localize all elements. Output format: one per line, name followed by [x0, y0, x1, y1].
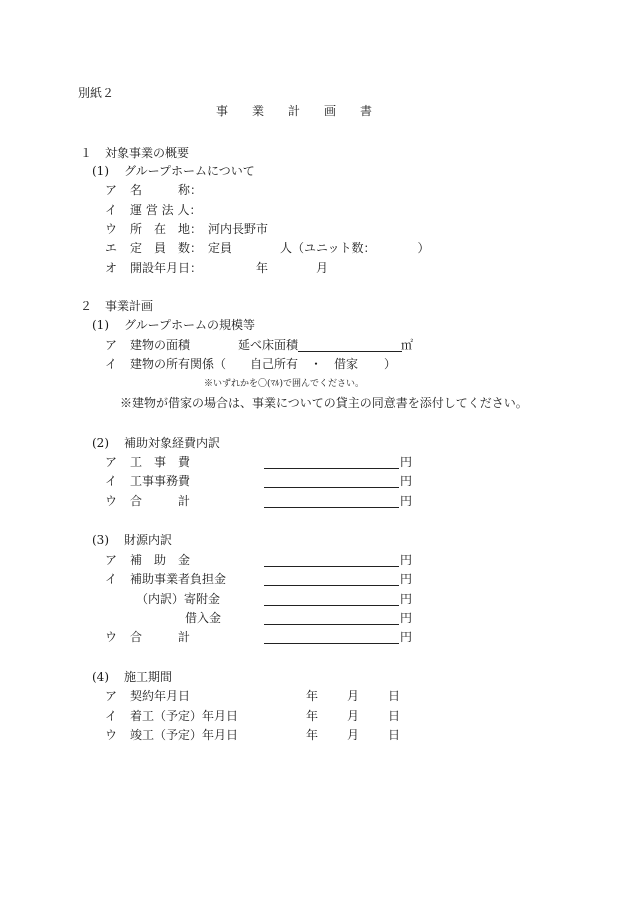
funding-unit: 円: [400, 553, 413, 567]
month-label: 月: [347, 709, 360, 723]
row-label: 定 員 数：: [130, 241, 203, 255]
funding-row-label: 補助事業者負担金: [130, 572, 227, 586]
area-field-label: 延べ床面積: [238, 338, 299, 352]
row-mark: ウ: [105, 222, 118, 236]
funding-amount-line[interactable]: [264, 585, 399, 586]
funding-unit: 円: [400, 572, 413, 586]
section1-sub-title: グループホームについて: [124, 164, 255, 178]
circle-note: ※いずれかを〇(ﾏﾙ)で囲んでください。: [204, 379, 365, 389]
period-row-mark: イ: [105, 709, 118, 723]
cost-row-label: 工事事務費: [130, 474, 191, 488]
funding-sub-number: (3): [92, 533, 109, 547]
area-input-line[interactable]: [298, 351, 402, 352]
ownership-close: ）: [384, 357, 397, 371]
row-label: 所 在 地：: [130, 222, 203, 236]
funding-row-label: 補 助 金: [130, 553, 191, 567]
scale-sub-title: グループホームの規模等: [124, 318, 256, 332]
funding-row-label: 合 計: [130, 630, 191, 644]
period-row-label: 着工（予定）年月日: [130, 709, 239, 723]
funding-row-label: 借入金: [185, 611, 222, 625]
funding-amount-line[interactable]: [264, 605, 399, 606]
section2-number: ２: [80, 299, 93, 313]
area-unit: ㎡: [401, 338, 414, 352]
funding-amount-line[interactable]: [264, 566, 399, 567]
day-label: 日: [388, 709, 401, 723]
funding-unit: 円: [400, 611, 413, 625]
cost-unit: 円: [400, 474, 413, 488]
cost-amount-line[interactable]: [264, 507, 399, 508]
costs-sub-number: (2): [92, 436, 109, 450]
row-mark: ア: [105, 183, 118, 197]
period-sub-number: (4): [92, 670, 109, 684]
funding-unit: 円: [400, 630, 413, 644]
year-label: 年: [306, 709, 319, 723]
cost-row-mark: ウ: [105, 494, 118, 508]
cost-row-label: 合 計: [130, 494, 191, 508]
row-value: 定員 人（ユニット数： ）: [208, 241, 430, 255]
period-sub-title: 施工期間: [124, 670, 173, 684]
month-label: 月: [347, 689, 360, 703]
funding-unit: 円: [400, 592, 413, 606]
cost-row-mark: ア: [105, 455, 118, 469]
funding-amount-line[interactable]: [264, 624, 399, 625]
ownership-mark: イ: [105, 357, 118, 371]
scale-sub-number: (1): [92, 318, 109, 332]
section1-heading: 対象事業の概要: [105, 146, 190, 160]
day-label: 日: [388, 689, 401, 703]
funding-sub-title: 財源内訳: [124, 533, 173, 547]
costs-sub-title: 補助対象経費内訳: [124, 436, 221, 450]
annex-label: 別紙２: [78, 86, 115, 100]
cost-unit: 円: [400, 494, 413, 508]
cost-row-mark: イ: [105, 474, 118, 488]
funding-row-mark: ウ: [105, 630, 118, 644]
period-row-mark: ア: [105, 689, 118, 703]
lease-note: ※建物が借家の場合は、事業についての貸主の同意書を添付してください。: [120, 396, 528, 410]
funding-row-mark: ア: [105, 553, 118, 567]
funding-row-label: （内訳）寄附金: [136, 592, 221, 606]
month-label: 月: [347, 728, 360, 742]
period-row-label: 竣工（予定）年月日: [130, 728, 239, 742]
cost-unit: 円: [400, 455, 413, 469]
day-label: 日: [388, 728, 401, 742]
row-value: 河内長野市: [208, 222, 269, 236]
area-label: 建物の面積: [130, 338, 191, 352]
year-label: 年: [306, 689, 319, 703]
page-title: 事 業 計 画 書: [216, 104, 373, 118]
period-row-mark: ウ: [105, 728, 118, 742]
year-label: 年: [306, 728, 319, 742]
row-mark: オ: [105, 261, 118, 275]
period-row-label: 契約年月日: [130, 689, 191, 703]
row-label: 運 営 法 人：: [130, 203, 202, 217]
cost-row-label: 工 事 費: [130, 455, 191, 469]
ownership-options[interactable]: 自己所有 ・ 借家: [250, 357, 359, 371]
section1-number: １: [80, 146, 93, 160]
funding-row-mark: イ: [105, 572, 118, 586]
area-mark: ア: [105, 338, 118, 352]
row-mark: エ: [105, 241, 118, 255]
section2-heading: 事業計画: [105, 299, 154, 313]
row-label: 名 称：: [130, 183, 203, 197]
ownership-label: 建物の所有関係（: [130, 357, 227, 371]
cost-amount-line[interactable]: [264, 468, 399, 469]
row-mark: イ: [105, 203, 118, 217]
section1-sub-number: (1): [92, 164, 109, 178]
row-value: 年 月: [208, 261, 329, 275]
row-label: 開設年月日：: [130, 261, 203, 275]
cost-amount-line[interactable]: [264, 487, 399, 488]
funding-amount-line[interactable]: [264, 643, 399, 644]
